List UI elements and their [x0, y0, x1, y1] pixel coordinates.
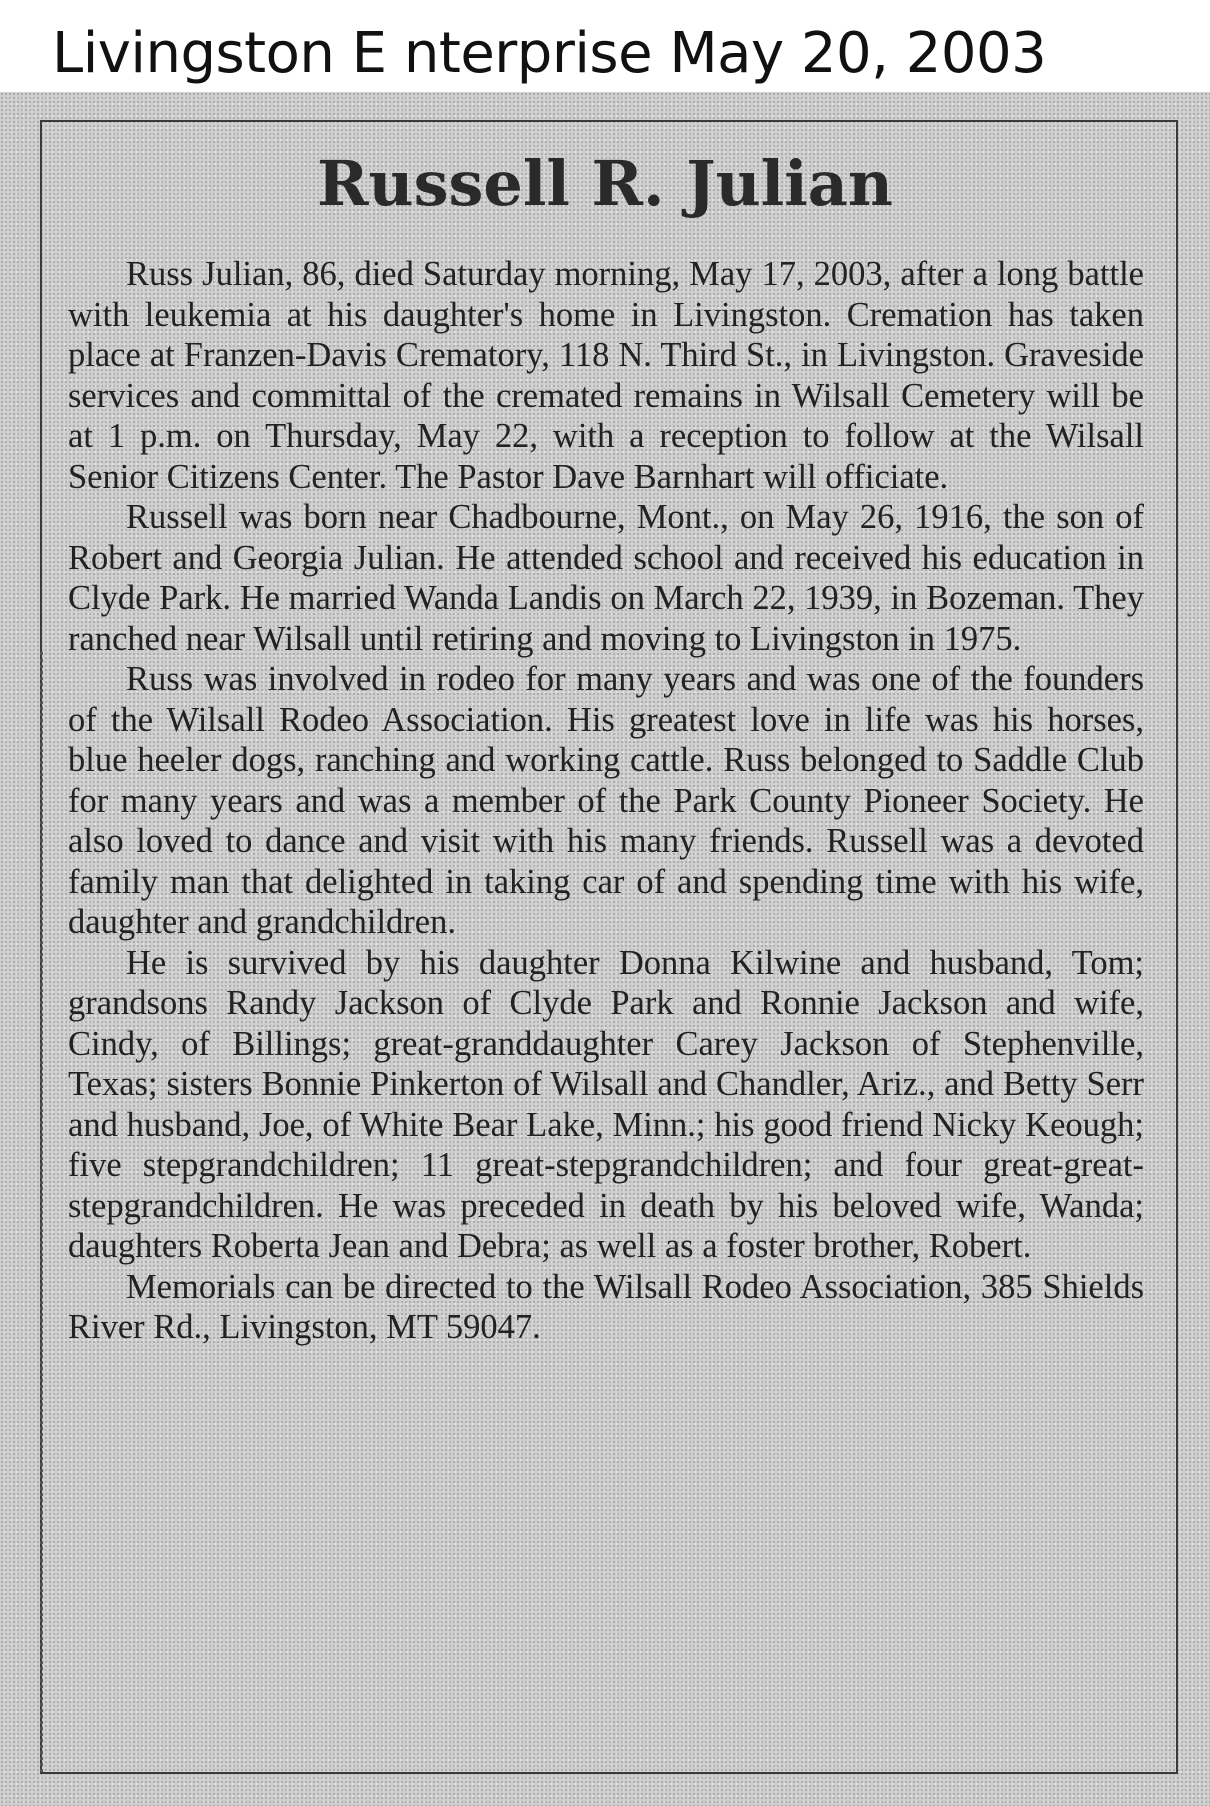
source-caption: Livingston E nterprise May 20, 2003	[52, 21, 1047, 86]
obituary-body	[68, 254, 1144, 1348]
obituary-paragraph-memorials: Memorials can be directed to the Wilsall Rodeo Association, 385 Shields River Rd., Livingston, MT 59047.	[68, 1267, 1144, 1346]
clipping-edge-rule	[40, 652, 43, 1772]
obituary-paragraph-interests: Russ was involved in rodeo for many years and was one of the founders of the Wilsall Rodeo Association. His greatest love in life was his horses, blue heeler dogs, ranching and working cattle. Russ belonged to Saddle Club for many years and was a member of the Park County Pioneer Society. He also loved to dance and visit with his many friends. Russell was a devoted family man that delighted in taking car of and spending time with his wife, daughter and grandchildren.	[68, 660, 1144, 941]
obituary-paragraph-death-notice: Russ Julian, 86, died Saturday morning, May 17, 2003, after a long battle with leukemia at his daughter's home in Livingston. Cremation has taken place at Franzen-Davis Crematory, 118 N. Third St., in Livingston. Graveside services and committal of the cremated remains in Wilsall Cemetery will be at 1 p.m. on Thursday, May 22, with a reception to follow at the Wilsall Senior Citizens Center. The Pastor Dave Barnhart will officiate.	[68, 255, 1144, 496]
obituary-paragraph-survivors: He is survived by his daughter Donna Kilwine and husband, Tom; grandsons Randy Jackson of Clyde Park and Ronnie Jackson and wife, Cindy, of Billings; great-granddaughter Carey Jackson of Stephenville, Texas; sisters Bonnie Pinkerton of Wilsall and Chandler, Ariz., and Betty Serr and husband, Joe, of White Bear Lake, Minn.; his good friend Nicky Keough; five stepgrandchildren; 11 great-stepgrandchildren; and four great-great-stepgrandchildren. He was preceded in death by his beloved wife, Wanda; daughters Roberta Jean and Debra; as well as a foster brother, Robert.	[68, 943, 1144, 1265]
obituary-headline: Russell R. Julian	[316, 147, 893, 220]
newspaper-clipping	[0, 92, 1210, 1806]
obituary-paragraph-early-life: Russell was born near Chadbourne, Mont., on May 26, 1916, the son of Robert and Georgia Julian. He attended school and received his education in Clyde Park. He married Wanda Landis on March 22, 1939, in Bozeman. They ranched near Wilsall until retiring and moving to Livingston in 1975.	[68, 498, 1144, 658]
